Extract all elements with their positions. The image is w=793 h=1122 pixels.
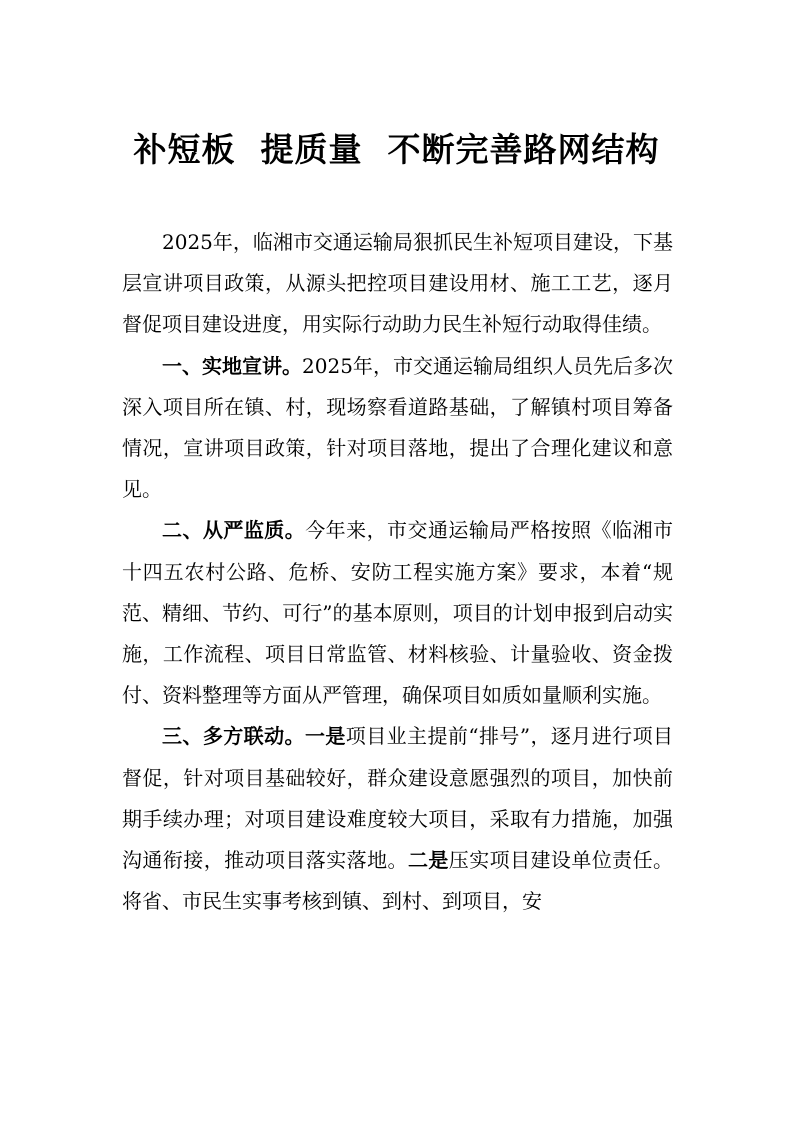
- section-1-paragraph: [122, 346, 673, 511]
- section-3-paragraph: [122, 716, 673, 922]
- section-3-point-1-text: 项目业主提前“排号”，逐月进行项目督促，针对项目基础较好，群众建设意愿强烈的项目，加快前期手续办理；对项目建设难度较大项目，采取有力措施，加强沟通衔接，推动项目落实落地。: [122, 724, 673, 873]
- document-title: 补短板 提质量 不断完善路网结构: [133, 130, 660, 169]
- section-3-point-1-label: 一是: [304, 724, 346, 749]
- section-3-point-2-label: 二是: [407, 848, 449, 873]
- section-1-heading: 一、实地宣讲。: [162, 353, 303, 378]
- intro-paragraph: 2025年，临湘市交通运输局狠抓民生补短项目建设，下基层宣讲项目政策，从源头把控项目建设用材、施工工艺，逐月督促项目建设进度，用实际行动助力民生补短行动取得佳绩。: [122, 230, 673, 337]
- document-body: [122, 222, 673, 922]
- section-2-paragraph: [122, 510, 673, 716]
- section-3-point-2-text: 压实项目建设单位责任。将省、市民生实事考核到镇、到村、到项目，安: [122, 848, 674, 914]
- section-1-text: 2025年，市交通运输局组织人员先后多次深入项目所在镇、村，现场察看道路基础，了解镇村项目筹备情况，宣讲项目政策，针对项目落地，提出了合理化建议和意见。: [122, 353, 673, 502]
- section-3-heading: 三、多方联动。: [162, 724, 305, 749]
- section-2-heading: 二、从严监质。: [162, 518, 306, 543]
- section-2-text: 今年来，市交通运输局严格按照《临湘市十四五农村公路、危桥、安防工程实施方案》要求，本着“规范、精细、节约、可行”的基本原则，项目的计划申报到启动实施，工作流程、项目日常监管、材料核验、计量验收、资金拨付、资料整理等方面从严管理，确保项目如质如量顺利实施。: [122, 518, 674, 708]
